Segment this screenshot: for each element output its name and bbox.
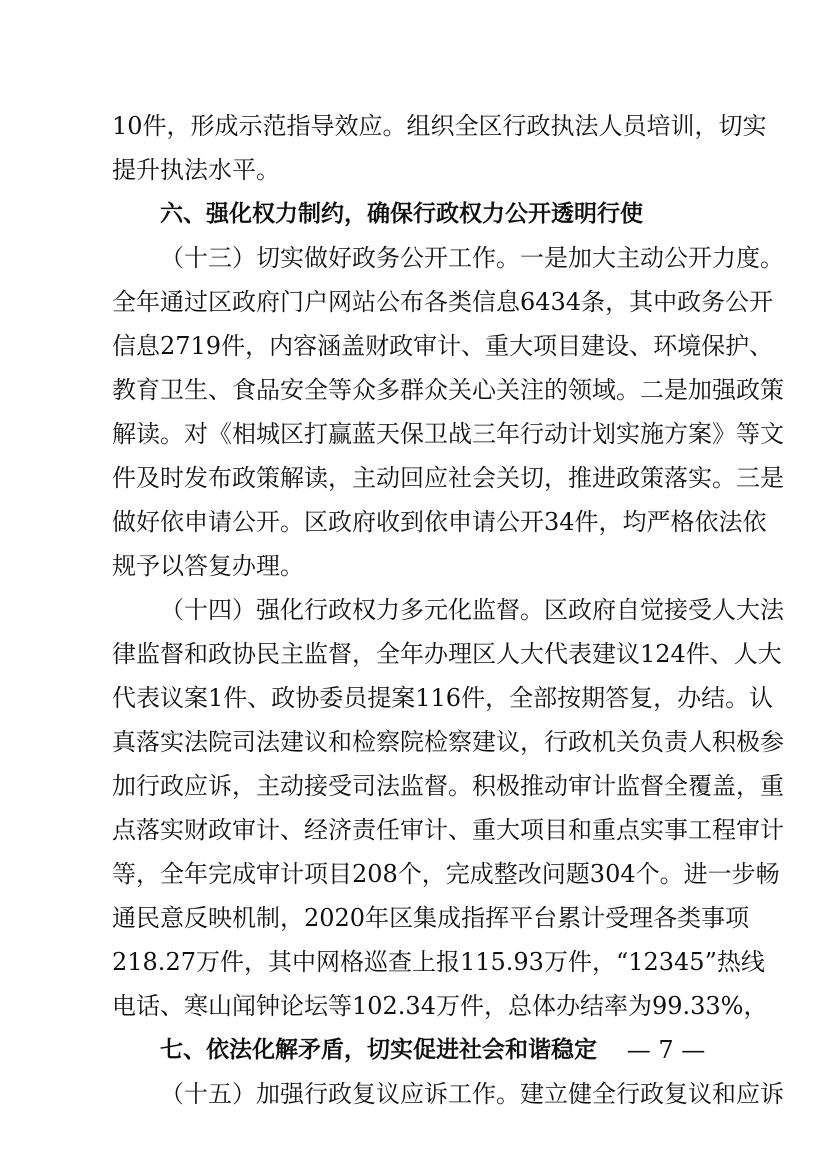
body-text-line: 点落实财政审计、经济责任审计、重大项目和重点实事工程审计 — [112, 816, 784, 844]
body-text-line: 规予以答复办理。 — [112, 552, 304, 580]
body-text-line: 218.27万件，其中网格巡查上报115.93万件，“12345”热线 — [112, 948, 765, 976]
body-text-line: 加行政应诉，主动接受司法监督。积极推动审计监督全覆盖，重 — [112, 772, 784, 800]
body-text-line: 教育卫生、食品安全等众多群众关心关注的领域。二是加强政策 — [112, 376, 784, 404]
paragraph-first-line: （十四）强化行政权力多元化监督。区政府自觉接受人大法 — [160, 596, 784, 624]
section-heading: 七、依法化解矛盾，切实促进社会和谐稳定 — [160, 1037, 597, 1063]
body-text-line: 律监督和政协民主监督，全年办理区人大代表建议124件、人大 — [112, 640, 782, 668]
body-text-line: 提升执法水平。 — [112, 156, 280, 184]
body-text-line: 解读。对《相城区打赢蓝天保卫战三年行动计划实施方案》等文 — [112, 420, 784, 448]
body-text-line: 全年通过区政府门户网站公布各类信息6434条，其中政务公开 — [112, 288, 774, 316]
section-heading: 六、强化权力制约，确保行政权力公开透明行使 — [160, 201, 643, 227]
body-text-line: 等，全年完成审计项目208个，完成整改问题304个。进一步畅 — [112, 860, 780, 888]
body-text-line: 做好依申请公开。区政府收到依申请公开34件，均严格依法依 — [112, 508, 767, 536]
body-text-line: 通民意反映机制，2020年区集成指挥平台累计受理各类事项 — [112, 904, 750, 932]
body-text-line: 10件，形成示范指导效应。组织全区行政执法人员培训，切实 — [112, 112, 767, 140]
body-text-line: 代表议案1件、政协委员提案116件，全部按期答复，办结。认 — [112, 684, 774, 712]
body-text-line: 真落实法院司法建议和检察院检察建议，行政机关负责人积极参 — [112, 728, 784, 756]
body-text-line: 电话、寒山闻钟论坛等102.34万件，总体办结率为99.33%， — [112, 992, 768, 1020]
paragraph-first-line: （十五）加强行政复议应诉工作。建立健全行政复议和应诉 — [160, 1080, 784, 1108]
body-text-line: 件及时发布政策解读，主动回应社会关切，推进政策落实。三是 — [112, 464, 784, 492]
body-text-line: 信息2719件，内容涵盖财政审计、重大项目建设、环境保护、 — [112, 332, 774, 360]
paragraph-first-line: （十三）切实做好政务公开工作。一是加大主动公开力度。 — [160, 244, 784, 272]
page-number: — 7 — — [626, 1036, 706, 1064]
